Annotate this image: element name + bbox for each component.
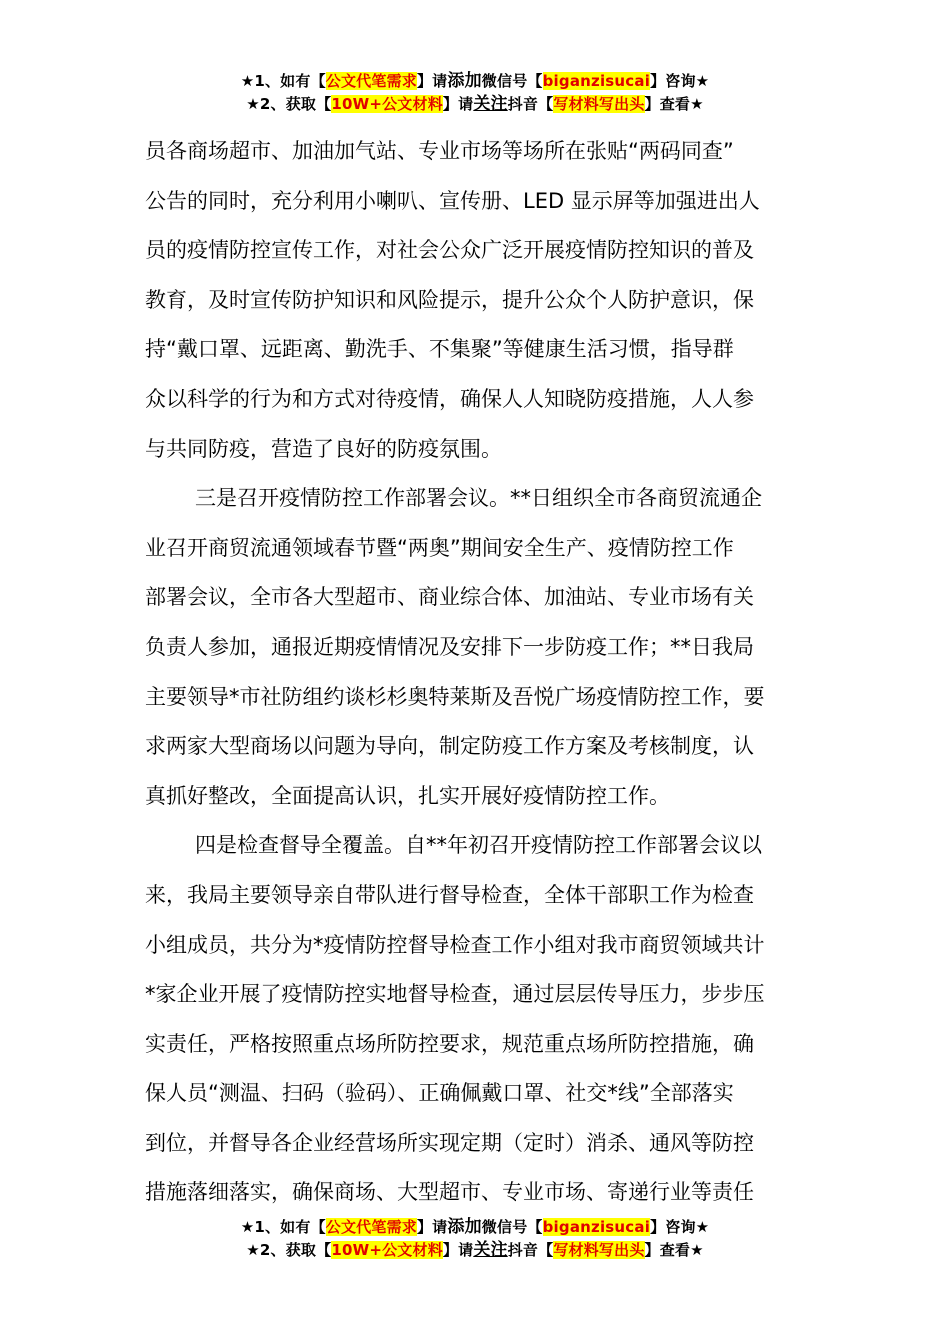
highlight-douyin-account: 写材料写出头 [553, 95, 645, 113]
text-line: 业召开商贸流通领域春节暨“两奥”期间安全生产、疫情防控工作 [145, 535, 734, 560]
text-line: 求两家大型商场以问题为导向，制定防疫工作方案及考核制度，认 [145, 734, 754, 759]
banner-line-2: ★2、获取【10W+公文材料】请关注抖音【写材料写出头】查看★ [246, 1240, 704, 1260]
text-line: 部署会议，全市各大型超市、商业综合体、加油站、专业市场有关 [145, 585, 754, 610]
header-banner [0, 70, 950, 116]
text-line: *家企业开展了疫情防控实地督导检查，通过层层传导压力，步步压 [145, 982, 765, 1007]
text-line: 公告的同时，充分利用小喇叭、宣传册、LED 显示屏等加强进出人 [145, 188, 760, 213]
banner-line-2: ★2、获取【10W+公文材料】请关注抖音【写材料写出头】查看★ [246, 94, 704, 114]
highlight-wechat-id: biganzisucai [542, 72, 651, 90]
text-line: 保人员“测温、扫码（验码）、正确佩戴口罩、社交*线”全部落实 [145, 1081, 734, 1106]
text-line: 持“戴口罩、远距离、勤洗手、不集聚”等健康生活习惯，指导群 [145, 337, 734, 362]
highlight-douyin-account: 写材料写出头 [553, 1241, 645, 1259]
text-line: 教育，及时宣传防护知识和风险提示，提升公众个人防护意识，保 [145, 287, 754, 312]
highlight-writing-service: 公文代笔需求 [325, 72, 417, 90]
text-line: 到位，并督导各企业经营场所实现定期（定时）消杀、通风等防控 [145, 1130, 754, 1155]
highlight-writing-service: 公文代笔需求 [325, 1218, 417, 1236]
banner-line-1: ★1、如有【公文代笔需求】请添加微信号【biganzisucai】咨询★ [240, 71, 710, 91]
footer-banner [0, 1216, 950, 1262]
document-body [145, 127, 815, 1218]
text-line: 主要领导*市社防组约谈杉杉奥特莱斯及吾悦广场疫情防控工作，要 [145, 684, 765, 709]
paragraph-start-3: 三是召开疫情防控工作部署会议。**日组织全市各商贸流通企 [195, 486, 762, 511]
text-line: 小组成员，共分为*疫情防控督导检查工作小组对我市商贸领域共计 [145, 932, 765, 957]
highlight-materials: 10W+公文材料 [331, 1241, 443, 1259]
paragraph-start-4: 四是检查督导全覆盖。自**年初召开疫情防控工作部署会议以 [195, 833, 762, 858]
text-line: 众以科学的行为和方式对待疫情，确保人人知晓防疫措施，人人参 [145, 386, 754, 411]
text-line: 来，我局主要领导亲自带队进行督导检查，全体干部职工作为检查 [145, 882, 754, 907]
text-line: 真抓好整改，全面提高认识，扎实开展好疫情防控工作。 [145, 783, 670, 808]
highlight-wechat-id: biganzisucai [542, 1218, 651, 1236]
banner-line-1: ★1、如有【公文代笔需求】请添加微信号【biganzisucai】咨询★ [240, 1217, 710, 1237]
text-line: 实责任，严格按照重点场所防控要求，规范重点场所防控措施，确 [145, 1031, 754, 1056]
text-line: 措施落细落实，确保商场、大型超市、专业市场、寄递行业等责任 [145, 1180, 754, 1205]
highlight-materials: 10W+公文材料 [331, 95, 443, 113]
text-line: 与共同防疫，营造了良好的防疫氛围。 [145, 436, 502, 461]
text-line: 员各商场超市、加油加气站、专业市场等场所在张贴“两码同查” [145, 139, 734, 163]
text-line: 员的疫情防控宣传工作，对社会公众广泛开展疫情防控知识的普及 [145, 238, 754, 263]
text-line: 负责人参加，通报近期疫情情况及安排下一步防疫工作；**日我局 [145, 634, 754, 659]
